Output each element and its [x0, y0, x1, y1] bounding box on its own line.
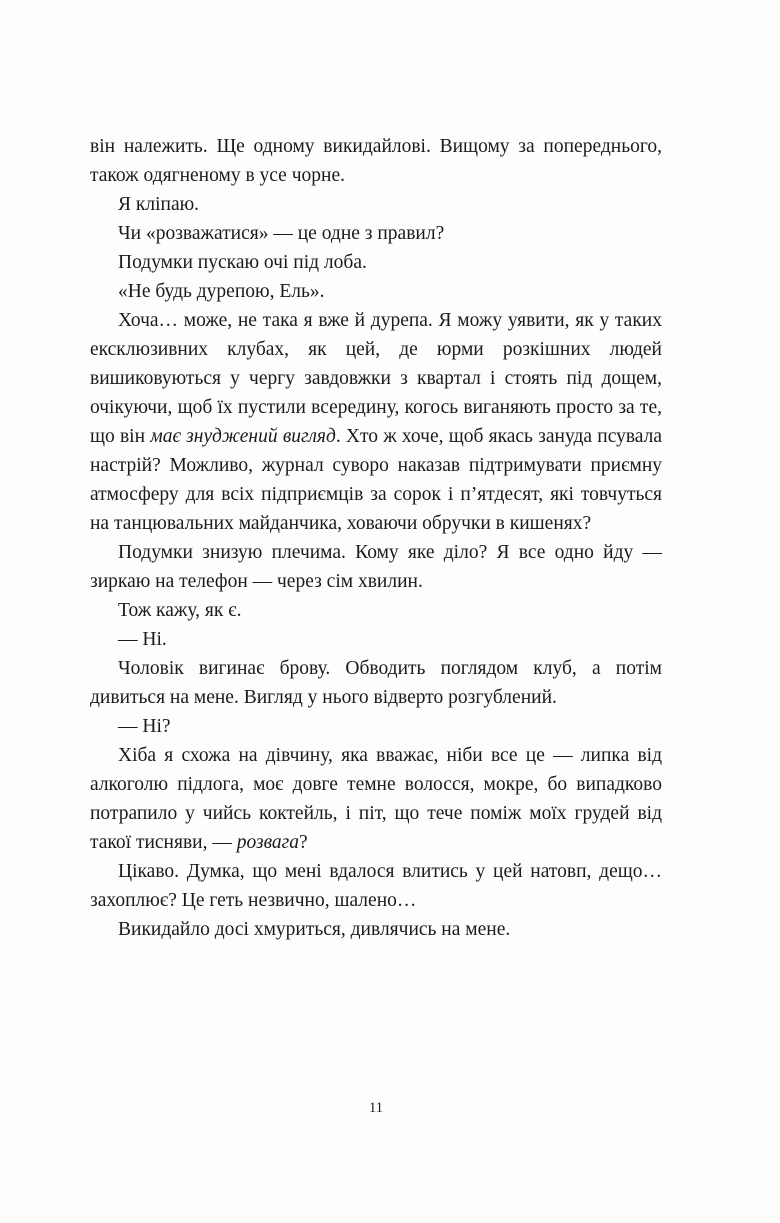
paragraph: Подумки знизую плечима. Кому яке діло? Я все одно йду — зиркаю на телефон — через сім хвилин. [90, 542, 662, 592]
paragraph: — Ні. [118, 629, 167, 650]
paragraph: Тож кажу, як є. [118, 600, 242, 621]
paragraph-italic-text: розвага [236, 832, 300, 853]
paragraph: — Ні? [118, 716, 171, 737]
paragraph: він належить. Ще одному викидайлові. Вищому за попереднього, також одягненому в усе чорне. [90, 136, 662, 186]
page-number: 11 [369, 1100, 383, 1116]
paragraph: Я кліпаю. [118, 194, 200, 215]
paragraph: Чоловік вигинає брову. Обводить поглядом клуб, а потім дивиться на мене. Вигляд у нього відверто розгублений. [90, 658, 662, 708]
paragraph: Викидайло досі хмуриться, дивлячись на мене. [118, 919, 511, 940]
paragraph: Цікаво. Думка, що мені вдалося влитись у цей натовп, дещо… захоплює? Це геть незвично, шалено… [90, 861, 662, 911]
paragraph [90, 306, 662, 538]
page-text [90, 132, 662, 944]
paragraph-text: Хіба я схожа на дівчину, яка вважає, ніби все це — липка від алкоголю підлога, моє довге темне волосся, мокре, бо випадково потрапило у чийсь коктейль, і піт, що тече поміж моїх грудей від такої тисняви, — [90, 745, 662, 853]
paragraph-italic-text: має знуджений вигляд [150, 426, 336, 447]
paragraph-text: ? [299, 832, 308, 853]
paragraph: Подумки пускаю очі під лоба. [118, 252, 367, 273]
paragraph [90, 741, 662, 857]
paragraph-text: . Хто ж хоче, щоб якась зануда псувала настрій? Можливо, журнал суворо наказав підтримувати приємну атмосферу для всіх підприємців за сорок і п’ятдесят, які товчуться на танцювальних майданчика, ховаючи обручки в кишенях? [90, 426, 662, 534]
paragraph: «Не будь дурепою, Ель». [118, 281, 325, 302]
paragraph-text: Хоча… може, не така я вже й дурепа. Я можу уявити, як у таких ексклюзивних клубах, як цей, де юрми розкішних людей вишиковуються у чергу завдовжки з квартал і стоять під дощем, очікуючи, щоб їх пустили всередину, когось виганяють просто за те, що він [90, 310, 662, 447]
paragraph: Чи «розважатися» — це одне з правил? [118, 223, 445, 244]
